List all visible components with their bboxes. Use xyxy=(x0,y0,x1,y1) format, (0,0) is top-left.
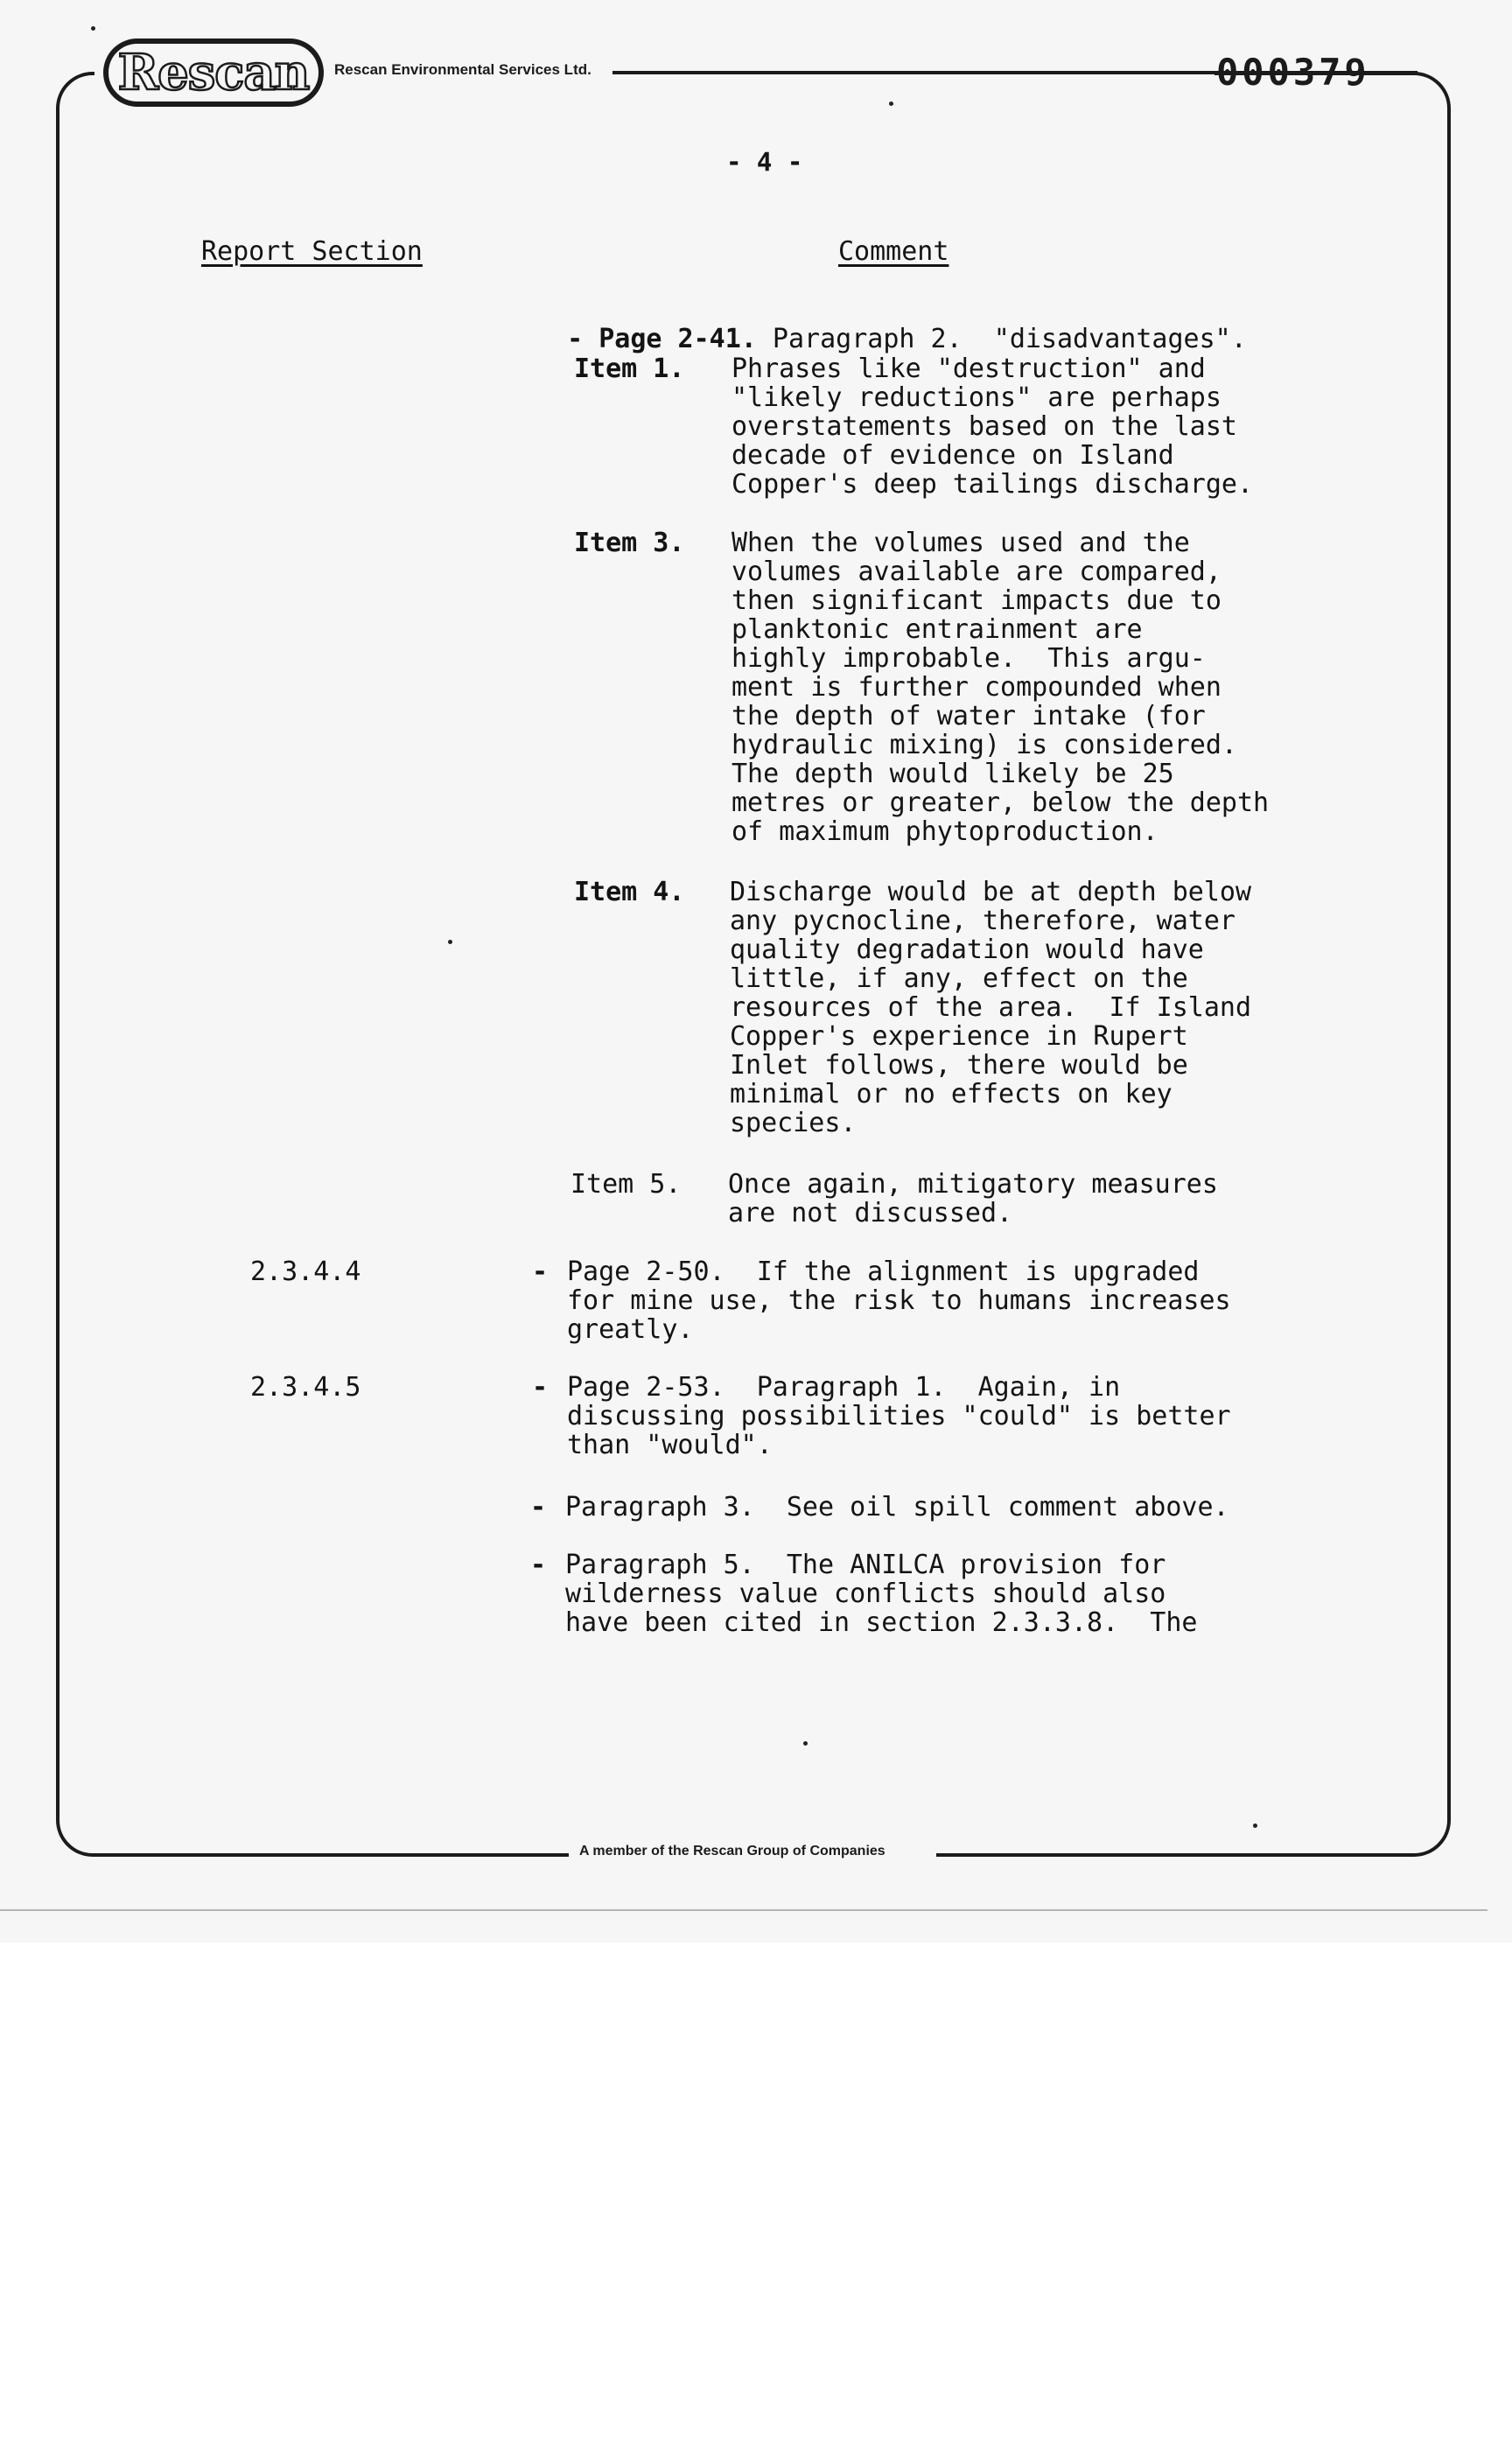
entry-2-3-4-5-text xyxy=(567,1373,1231,1460)
text-line: Paragraph 3. See oil spill comment above. xyxy=(565,1492,1229,1522)
text-line: have been cited in section 2.3.3.8. The xyxy=(565,1607,1198,1638)
text-line: then significant impacts due to xyxy=(732,585,1222,616)
text-line: resources of the area. If Island xyxy=(730,992,1252,1023)
text-line: metres or greater, below the depth xyxy=(732,788,1270,818)
text-line: of maximum phytoproduction. xyxy=(732,816,1158,847)
text-line: planktonic entrainment are xyxy=(732,614,1143,645)
entry-2-3-4-4-text xyxy=(567,1257,1231,1344)
text-line: are not discussed. xyxy=(728,1198,1013,1228)
text-line: the depth of water intake (for xyxy=(732,701,1206,732)
report-section-heading: Report Section xyxy=(201,236,423,267)
dash-marker: - xyxy=(530,1550,547,1580)
rescan-logo xyxy=(103,38,324,107)
text-line: Paragraph 5. The ANILCA provision for xyxy=(565,1550,1166,1580)
scan-speck xyxy=(1253,1824,1257,1828)
item-label-4: Item 4. xyxy=(574,877,685,907)
company-name: Rescan Environmental Services Ltd. xyxy=(334,61,592,78)
logo-text: Rescan xyxy=(117,44,310,102)
paragraph-5-text xyxy=(565,1550,1197,1637)
item-3-text xyxy=(732,528,1269,846)
footer-text: A member of the Rescan Group of Companies xyxy=(579,1844,886,1858)
text-line: "likely reductions" are perhaps xyxy=(732,382,1222,413)
text-line: ment is further compounded when xyxy=(732,672,1222,703)
item-label-3: Item 3. xyxy=(574,528,685,558)
text-line: hydraulic mixing) is considered. xyxy=(732,730,1237,760)
text-line: Phrases like "destruction" and xyxy=(732,354,1206,384)
dash-marker: - xyxy=(532,1256,549,1287)
item-label-1: Item 1. xyxy=(574,354,685,384)
text-line: overstatements based on the last xyxy=(732,411,1237,442)
scan-speck xyxy=(889,102,893,106)
section-number-2-3-4-4: 2.3.4.4 xyxy=(250,1256,361,1287)
entry-lead: Page 2-41. xyxy=(598,324,757,354)
text-line: little, if any, effect on the xyxy=(730,963,1188,994)
text-line: The depth would likely be 25 xyxy=(732,759,1174,789)
dash-marker: - xyxy=(567,324,584,354)
item-1-text xyxy=(732,354,1253,499)
scan-edge-line xyxy=(0,1909,1488,1911)
page-number: - 4 - xyxy=(726,147,803,177)
text-line: When the volumes used and the xyxy=(732,528,1190,558)
scan-speck xyxy=(448,940,452,944)
item-4-text xyxy=(730,878,1251,1138)
text-line: volumes available are compared, xyxy=(732,556,1222,587)
text-line: any pycnocline, therefore, water xyxy=(730,906,1236,936)
text-line: greatly. xyxy=(567,1314,694,1345)
dash-marker: - xyxy=(530,1492,547,1522)
dash-marker: - xyxy=(532,1372,549,1403)
text-line: Copper's deep tailings discharge. xyxy=(732,469,1254,500)
text-line: Discharge would be at depth below xyxy=(730,877,1252,907)
text-line: Copper's experience in Rupert xyxy=(730,1021,1188,1052)
section-number-2-3-4-5: 2.3.4.5 xyxy=(250,1372,361,1403)
entry-text: Paragraph 2. "disadvantages". xyxy=(756,324,1247,354)
text-line: species. xyxy=(730,1108,857,1138)
text-line: quality degradation would have xyxy=(730,934,1204,965)
item-5-text xyxy=(728,1170,1218,1228)
text-line: Inlet follows, there would be xyxy=(730,1050,1188,1081)
scan-speck xyxy=(803,1741,808,1746)
text-line: highly improbable. This argu- xyxy=(732,643,1206,674)
text-line: wilderness value conflicts should also xyxy=(565,1578,1166,1609)
text-line: Once again, mitigatory measures xyxy=(728,1169,1218,1200)
text-line: decade of evidence on Island xyxy=(732,440,1174,471)
scan-speck xyxy=(91,26,95,31)
document-number: 000379 xyxy=(1216,51,1370,94)
text-line: than "would". xyxy=(567,1430,773,1460)
text-line: Page 2-50. If the alignment is upgraded xyxy=(567,1256,1200,1287)
text-line: for mine use, the risk to humans increases xyxy=(567,1285,1231,1316)
comment-heading: Comment xyxy=(838,236,949,267)
text-line: minimal or no effects on key xyxy=(730,1079,1172,1110)
item-label-5: Item 5. xyxy=(570,1169,682,1200)
paragraph-3-text xyxy=(565,1493,1229,1522)
text-line: discussing possibilities "could" is better xyxy=(567,1401,1231,1432)
text-line: Page 2-53. Paragraph 1. Again, in xyxy=(567,1372,1121,1403)
entry-page-2-41 xyxy=(536,296,1247,354)
